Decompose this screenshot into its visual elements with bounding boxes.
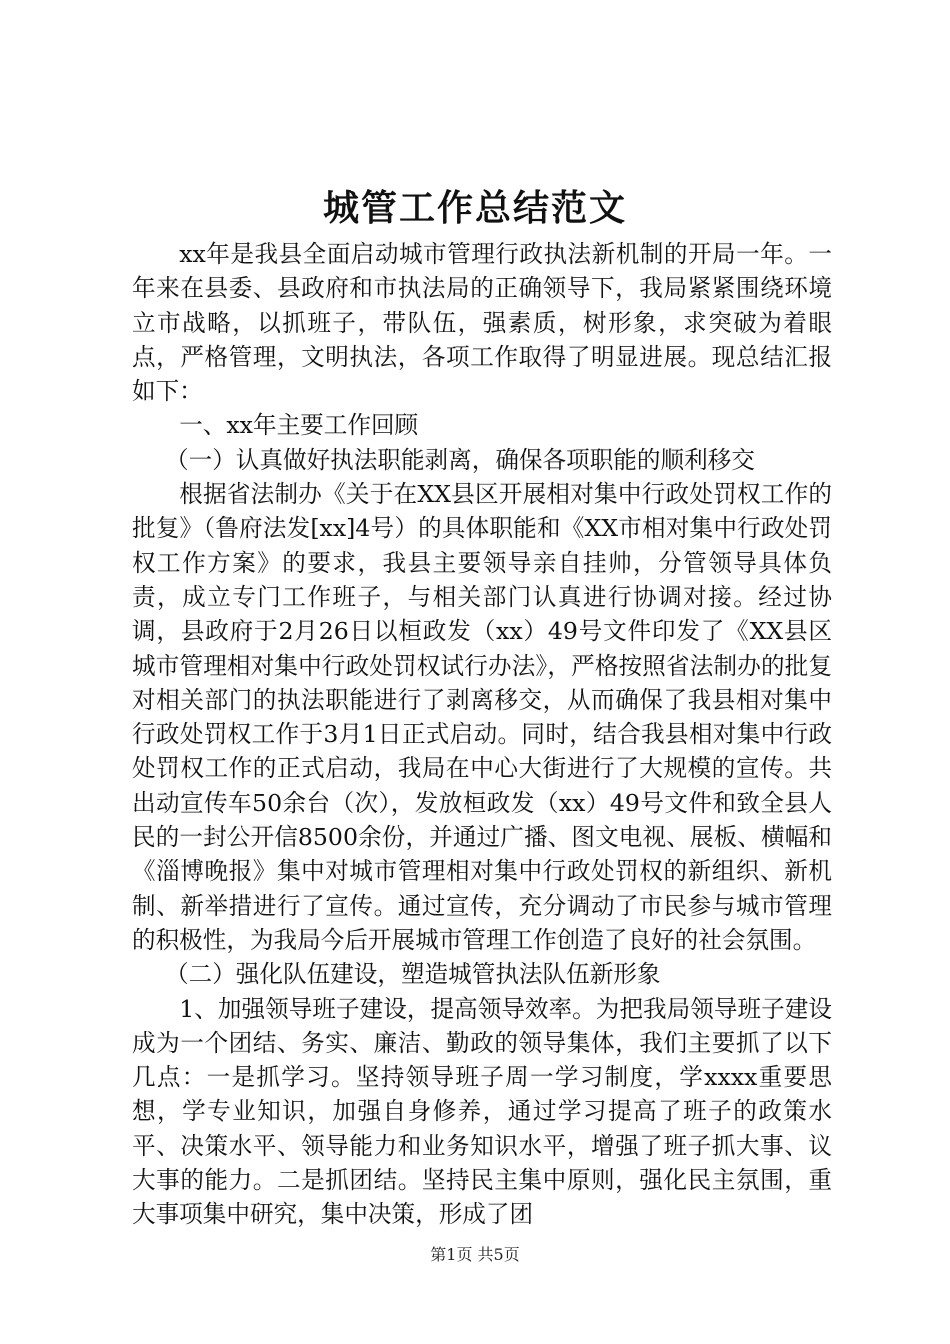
paragraph-function-transfer: 根据省法制办《关于在XX县区开展相对集中行政处罚权工作的批复》（鲁府法发[xx]4号）的具体职能和《XX市相对集中行政处罚权工作方案》的要求，我县主要领导亲自挂帅，分管领导具体负责，成立专门工作班子，与相关部门认真进行协调对接。经过协调，县政府于2月26日以桓政发（xx）49号文件印发了《XX县区城市管理相对集中行政处罚权试行办法》，严格按照省法制办的批复对相关部门的执法职能进行了剥离移交，从而确保了我县相对集中行政处罚权工作于3月1日正式启动。同时，结合我县相对集中行政处罚权工作的正式启动，我局在中心大街进行了大规模的宣传。共出动宣传车50余台（次），发放桓政发（xx）49号文件和致全县人民的一封公开信8500余份，并通过广播、图文电视、展板、横幅和《淄博晚报》集中对城市管理相对集中行政处罚权的新组织、新机制、新举措进行了宣传。通过宣传，充分调动了市民参与城市管理的积极性，为我局今后开展城市管理工作创造了良好的社会氛围。	[132, 480, 832, 954]
page-number-footer: 第1页 共5页	[430, 1245, 520, 1264]
paragraph-leadership: 1、加强领导班子建设，提高领导效率。为把我局领导班子建设成为一个团结、务实、廉洁、勤政的领导集体，我们主要抓了以下几点：一是抓学习。坚持领导班子周一学习制度，学xxxx重要思想，学专业知识，加强自身修养，通过学习提高了班子的政策水平、决策水平、领导能力和业务知识水平，增强了班子抓大事、议大事的能力。二是抓团结。坚持民主集中原则，强化民主氛围，重大事项集中研究，集中决策，形成了团	[132, 994, 832, 1229]
document-title: 城管工作总结范文	[322, 187, 627, 229]
document-body	[132, 237, 832, 1232]
section-heading-1: 一、xx年主要工作回顾	[179, 411, 419, 440]
subsection-heading-2: （二）强化队伍建设，塑造城管执法队伍新形象	[165, 960, 661, 989]
paragraph-intro: xx年是我县全面启动城市管理行政执法新机制的开局一年。一年来在县委、县政府和市执法局的正确领导下，我局紧紧围绕环境立市战略，以抓班子，带队伍，强素质，树形象，求突破为着眼点，严格管理，文明执法，各项工作取得了明显进展。现总结汇报如下：	[132, 240, 832, 406]
subsection-heading-1: （一）认真做好执法职能剥离，确保各项职能的顺利移交	[165, 445, 755, 474]
